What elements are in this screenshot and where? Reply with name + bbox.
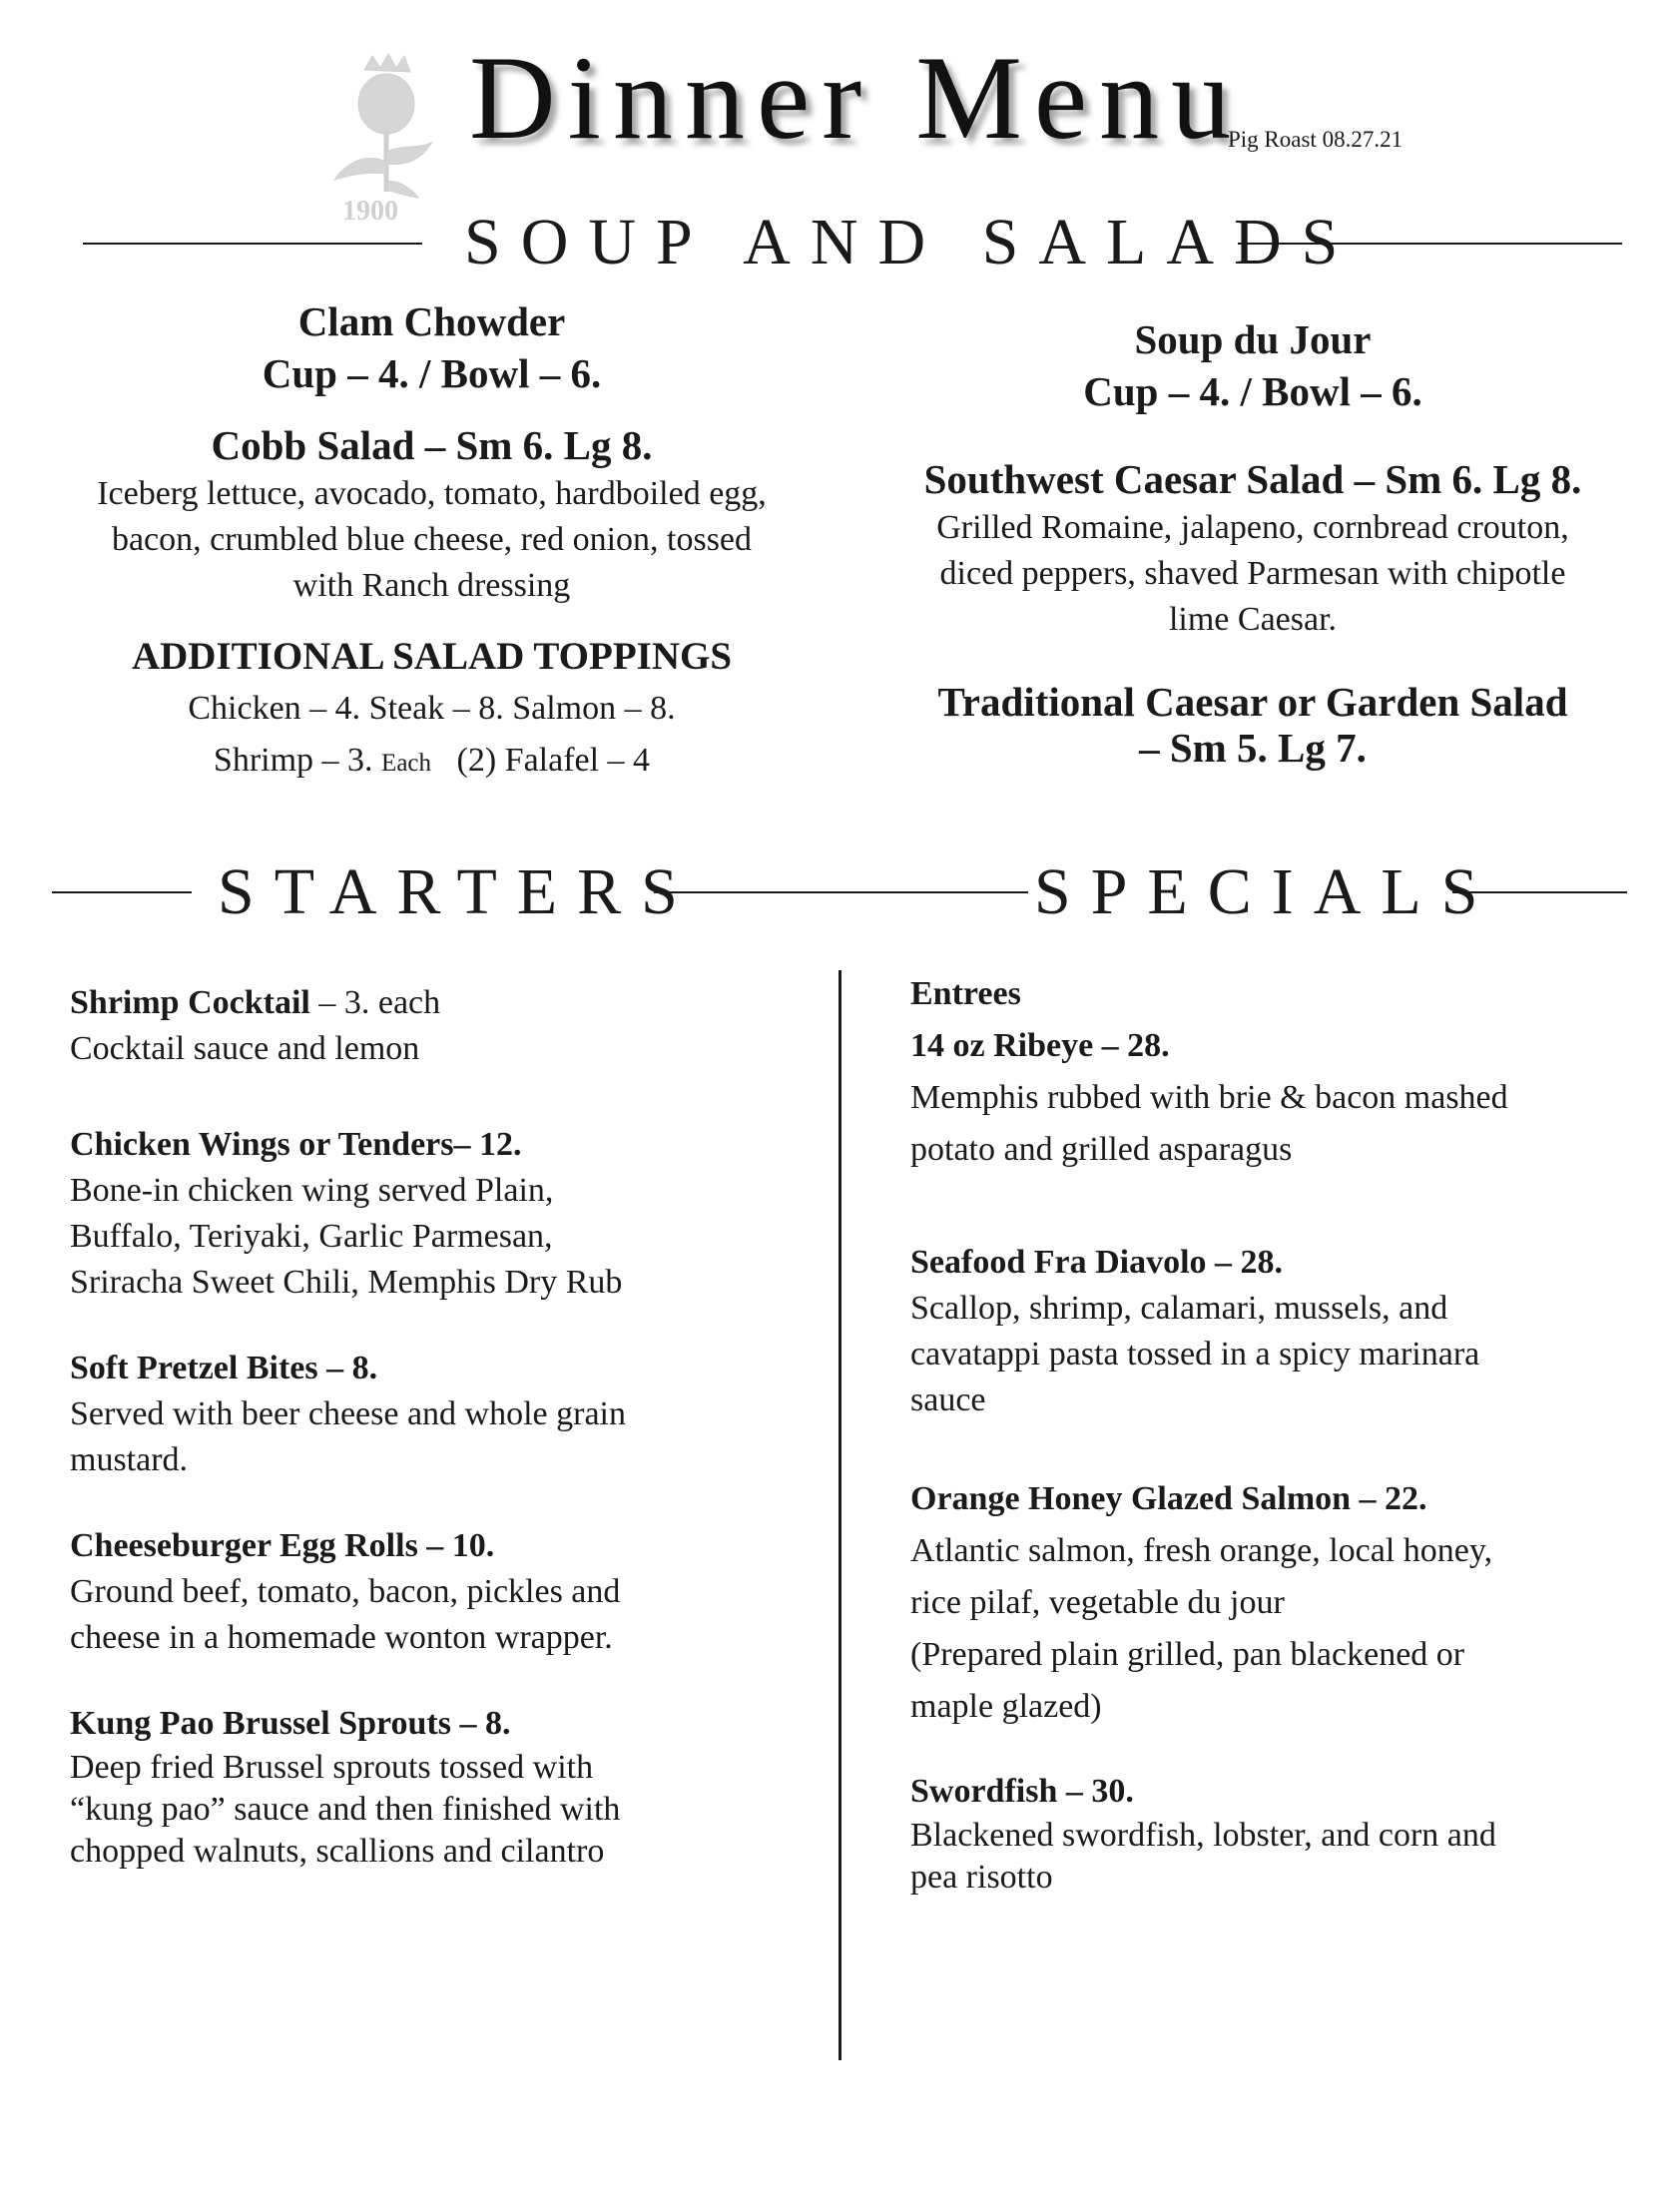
- special-item: [910, 1473, 1649, 1733]
- divider-line: [1452, 891, 1627, 893]
- starter-title: Soft Pretzel Bites – 8.: [70, 1350, 378, 1386]
- southwest-desc-line: lime Caesar.: [1168, 601, 1338, 638]
- traditional-caesar-title: Traditional Caesar or Garden Salad: [937, 679, 1568, 725]
- starter-price: – 3. each: [309, 984, 441, 1021]
- clam-chowder-price: Cup – 4. / Bowl – 6.: [262, 350, 602, 396]
- southwest-desc-line: Grilled Romaine, jalapeno, cornbread crouton,: [936, 509, 1569, 546]
- special-desc: maple glazed): [910, 1688, 1102, 1725]
- divider-line: [52, 891, 192, 893]
- starter-desc: cheese in a homemade wonton wrapper.: [70, 1619, 613, 1656]
- soup-du-jour-price: Cup – 4. / Bowl – 6.: [1083, 368, 1422, 414]
- starter-desc: Buffalo, Teriyaki, Garlic Parmesan,: [70, 1218, 553, 1255]
- special-desc: rice pilaf, vegetable du jour: [910, 1584, 1285, 1621]
- starter-desc: Bone-in chicken wing served Plain,: [70, 1172, 554, 1209]
- starters-list: [70, 980, 809, 1873]
- starter-item: [70, 1122, 809, 1306]
- special-desc: potato and grilled asparagus: [910, 1131, 1293, 1168]
- starter-desc: chopped walnuts, scallions and cilantro: [70, 1833, 605, 1870]
- each-note: Each: [381, 750, 432, 777]
- column-divider: [839, 970, 841, 2060]
- starter-item: [70, 980, 809, 1072]
- soup-du-jour-name: Soup du Jour: [1134, 316, 1372, 362]
- section-heading-soup-salads: SOUP AND SALADS: [464, 206, 1359, 278]
- section-heading-starters: STARTERS: [218, 855, 698, 928]
- starter-desc: Served with beer cheese and whole grain: [70, 1395, 626, 1432]
- entrees-heading: Entrees: [910, 975, 1021, 1012]
- starter-title: Kung Pao Brussel Sprouts – 8.: [70, 1705, 511, 1742]
- cobb-desc-line: with Ranch dressing: [292, 567, 571, 604]
- southwest-caesar-title: Southwest Caesar Salad – Sm 6. Lg 8.: [923, 456, 1582, 502]
- special-item: [910, 1769, 1649, 1899]
- special-title: Orange Honey Glazed Salmon – 22.: [910, 1480, 1427, 1517]
- special-desc: sauce: [910, 1381, 986, 1418]
- cobb-desc-line: bacon, crumbled blue cheese, red onion, tossed: [111, 521, 753, 558]
- soup-salads-left: [40, 295, 824, 790]
- clam-chowder-name: Clam Chowder: [297, 298, 566, 344]
- starter-item: [70, 1523, 809, 1661]
- logo: [324, 52, 449, 227]
- toppings-title: ADDITIONAL SALAD TOPPINGS: [131, 635, 733, 678]
- logo-year: 1900: [342, 196, 398, 227]
- cobb-desc-line: Iceberg lettuce, avocado, tomato, hardboiled egg,: [97, 475, 767, 512]
- starter-title: Shrimp Cocktail: [70, 984, 310, 1021]
- specials-list: [910, 968, 1649, 1899]
- menu-date: Pig Roast 08.27.21: [1228, 127, 1403, 152]
- divider-line: [654, 891, 1028, 893]
- special-item: [910, 1020, 1649, 1176]
- starter-desc: Cocktail sauce and lemon: [70, 1030, 420, 1067]
- special-desc: Blackened swordfish, lobster, and corn and: [910, 1817, 1496, 1854]
- starter-desc: mustard.: [70, 1441, 189, 1478]
- starter-desc: “kung pao” sauce and then finished with: [70, 1791, 621, 1828]
- special-title: Seafood Fra Diavolo – 28.: [910, 1244, 1284, 1281]
- starter-item: [70, 1701, 809, 1873]
- special-title: 14 oz Ribeye – 28.: [910, 1027, 1170, 1064]
- starter-desc: Sriracha Sweet Chili, Memphis Dry Rub: [70, 1264, 623, 1301]
- starter-desc: Ground beef, tomato, bacon, pickles and: [70, 1573, 621, 1610]
- special-desc: (Prepared plain grilled, pan blackened or: [910, 1636, 1465, 1673]
- starter-item: [70, 1346, 809, 1483]
- toppings-line-2: [40, 735, 824, 790]
- section-heading-specials: SPECIALS: [1034, 855, 1498, 928]
- starter-title: Chicken Wings or Tenders– 12.: [70, 1126, 522, 1163]
- starter-title: Cheeseburger Egg Rolls – 10.: [70, 1527, 495, 1564]
- special-title: Swordfish – 30.: [910, 1773, 1134, 1810]
- toppings-line: Chicken – 4. Steak – 8. Salmon – 8.: [188, 690, 676, 727]
- shrimp-topping: Shrimp – 3.: [213, 742, 373, 779]
- special-desc: Atlantic salmon, fresh orange, local honey,: [910, 1532, 1493, 1569]
- starter-desc: Deep fried Brussel sprouts tossed with: [70, 1749, 594, 1786]
- special-desc: Scallop, shrimp, calamari, mussels, and: [910, 1290, 1448, 1327]
- special-item: [910, 1240, 1649, 1423]
- divider-line: [83, 243, 422, 245]
- special-desc: pea risotto: [910, 1859, 1053, 1896]
- traditional-caesar-price: – Sm 5. Lg 7.: [1139, 725, 1367, 771]
- special-desc: cavatappi pasta tossed in a spicy marinara: [910, 1336, 1480, 1372]
- page-title: Dinner Menu: [469, 31, 1244, 164]
- falafel-topping: (2) Falafel – 4: [456, 742, 651, 779]
- special-desc: Memphis rubbed with brie & bacon mashed: [910, 1079, 1508, 1116]
- divider-line: [1238, 243, 1622, 245]
- cobb-salad-title: Cobb Salad – Sm 6. Lg 8.: [211, 422, 653, 468]
- soup-salads-right: [858, 313, 1647, 771]
- southwest-desc-line: diced peppers, shaved Parmesan with chipotle: [939, 555, 1566, 592]
- thistle-icon: [324, 52, 449, 227]
